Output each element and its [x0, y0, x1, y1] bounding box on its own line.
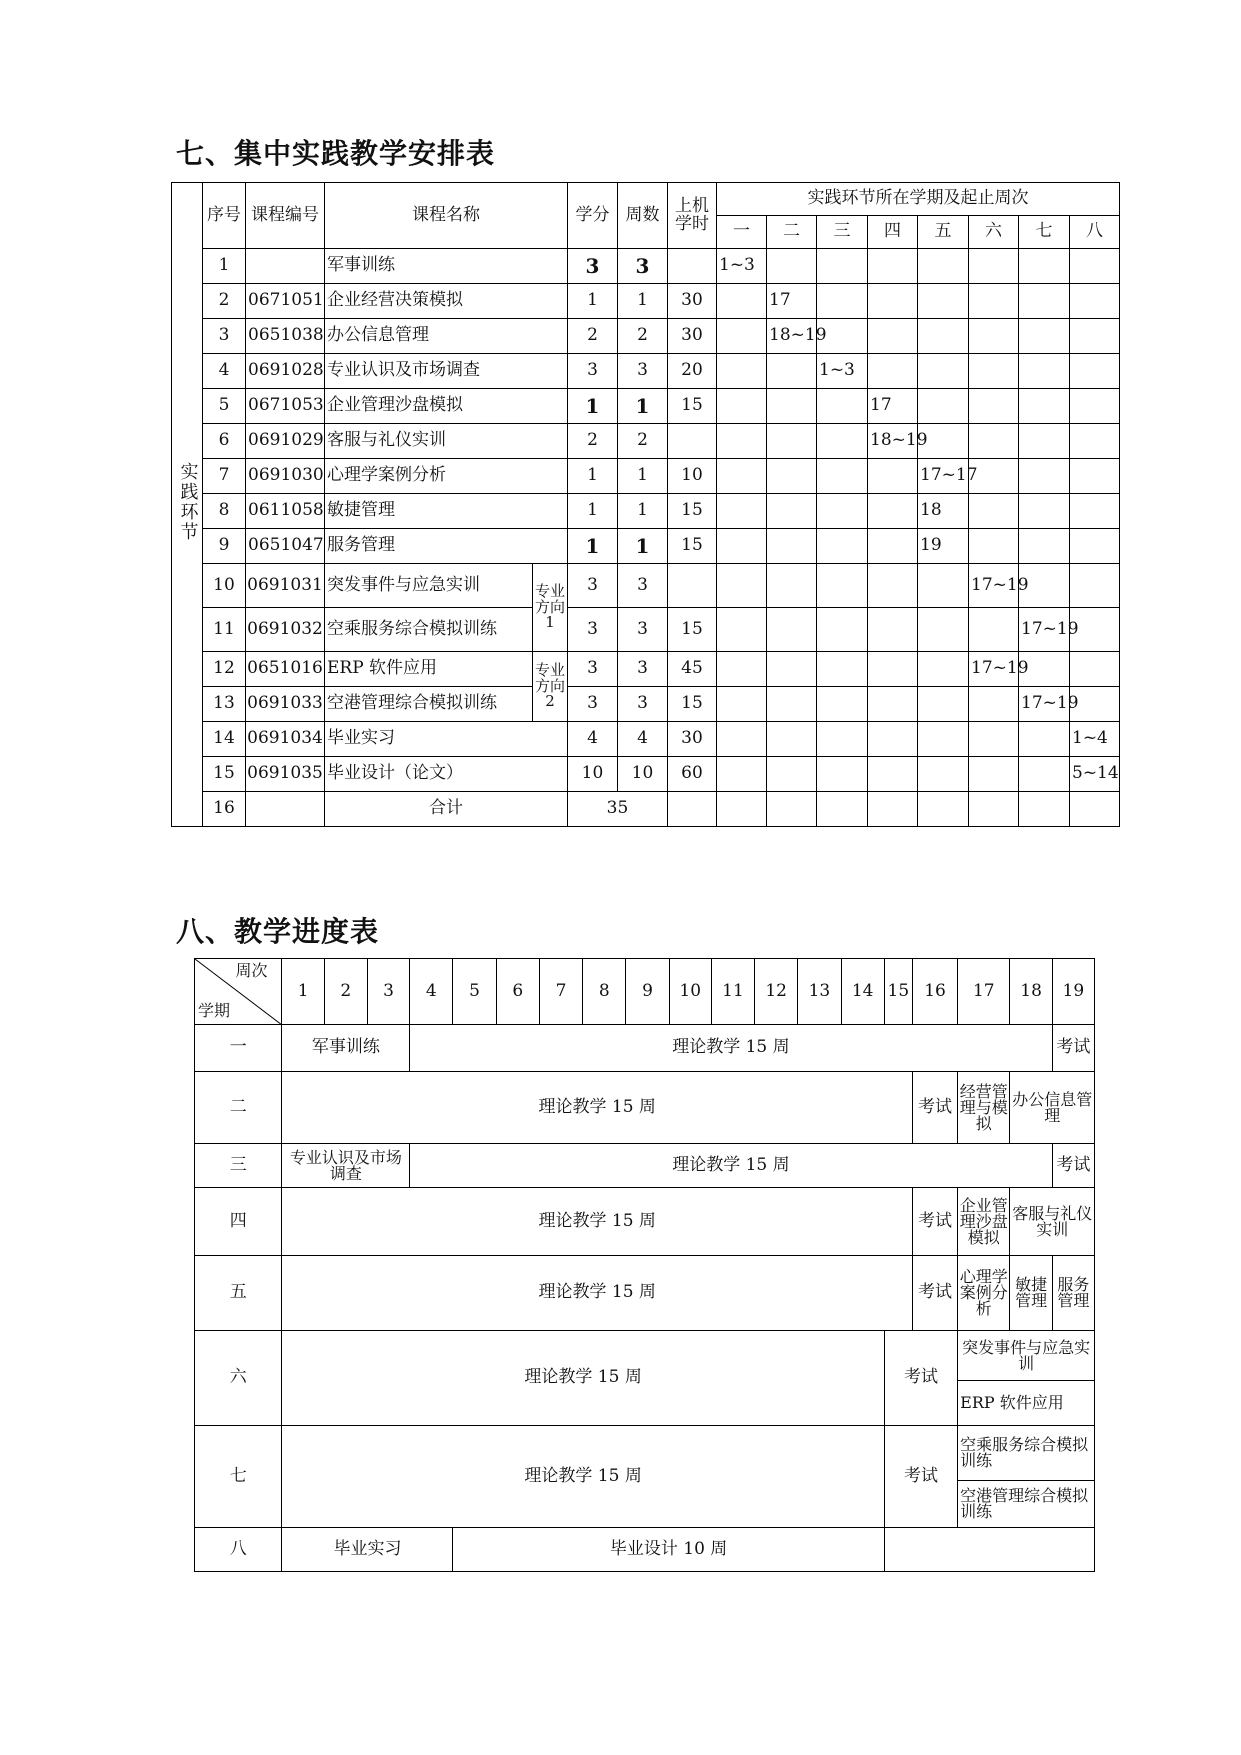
cell-seq: 1: [203, 249, 246, 284]
schedule-block: 理论教学 15 周: [282, 1331, 884, 1426]
cell-credit: 1: [568, 284, 618, 319]
cell-weeks: 3: [618, 687, 668, 722]
schedule-block: 考试: [912, 1188, 957, 1256]
total-row: [172, 792, 1120, 827]
cell-credit: 1: [568, 459, 618, 494]
cell-period: 1~3: [817, 354, 868, 389]
cell-lab: 20: [668, 354, 717, 389]
schedule-block: 空乘服务综合模拟训练: [958, 1426, 1095, 1481]
cell-name: 突发事件与应急实训: [325, 564, 533, 608]
table-row: [172, 389, 1120, 424]
schedule-block: 考试: [912, 1256, 957, 1331]
week-header: 8: [583, 959, 626, 1025]
cell-credit: 3: [568, 687, 618, 722]
cell-name: 专业认识及市场调查: [325, 354, 568, 389]
corner-term-label: 学期: [198, 1001, 231, 1021]
cell-code: 0651047: [246, 529, 325, 564]
cell-name: ERP 软件应用: [325, 652, 533, 687]
header-term: 四: [868, 216, 918, 249]
schedule-row: [195, 1144, 1095, 1188]
cell-period: 17: [868, 389, 918, 424]
table-row: [172, 652, 1120, 687]
cell-name: 心理学案例分析: [325, 459, 568, 494]
corner-week-label: 周次: [235, 961, 268, 980]
schedule-block: 服务管理: [1052, 1256, 1094, 1331]
term-label: 一: [195, 1025, 282, 1072]
cell-period: 17~19: [1019, 608, 1070, 652]
cell-name: 空港管理综合模拟训练: [325, 687, 533, 722]
cell-name: 企业管理沙盘模拟: [325, 389, 568, 424]
schedule-block: 理论教学 15 周: [282, 1426, 884, 1528]
cell-period: 17: [767, 284, 817, 319]
schedule-block: 考试: [912, 1072, 957, 1144]
cell-name: 企业经营决策模拟: [325, 284, 568, 319]
header-term: 一: [717, 216, 767, 249]
schedule-block: 考试: [1052, 1025, 1094, 1072]
cell-period: 17~19: [969, 564, 1019, 608]
cell-credit: 1: [568, 494, 618, 529]
cell-lab: 15: [668, 608, 717, 652]
section-8-title: 八、教学进度表: [176, 915, 380, 948]
schedule-block: 经营管理与模拟: [958, 1072, 1010, 1144]
cell-lab: 30: [668, 319, 717, 354]
cell-name: 毕业实习: [325, 722, 568, 757]
schedule-block: 理论教学 15 周: [282, 1256, 912, 1331]
header-seq: 序号: [203, 183, 246, 249]
table-row: [172, 529, 1120, 564]
term-label: 七: [195, 1426, 282, 1528]
corner-header: [195, 959, 282, 1025]
cell-seq: 10: [203, 564, 246, 608]
cell-lab: [668, 249, 717, 284]
cell-period: 17~19: [969, 652, 1019, 687]
cell-seq: 2: [203, 284, 246, 319]
schedule-block: 理论教学 15 周: [282, 1072, 912, 1144]
cell-weeks: 3: [618, 354, 668, 389]
cell-name: 毕业设计（论文）: [325, 757, 568, 792]
table-row: [172, 319, 1120, 354]
week-header: 15: [884, 959, 912, 1025]
schedule-row: [195, 1256, 1095, 1331]
cell-code: 0651016: [246, 652, 325, 687]
schedule-block: 理论教学 15 周: [410, 1025, 1053, 1072]
cell-seq: 7: [203, 459, 246, 494]
cell-seq: 13: [203, 687, 246, 722]
cell-name: 空乘服务综合模拟训练: [325, 608, 533, 652]
week-header: 10: [669, 959, 711, 1025]
term-label: 四: [195, 1188, 282, 1256]
cell-code: 0611058: [246, 494, 325, 529]
cell-period: 1~4: [1070, 722, 1120, 757]
cell-credit: 3: [568, 608, 618, 652]
week-header: 5: [453, 959, 496, 1025]
cell-seq: 16: [203, 792, 246, 827]
cell-period: 18~19: [767, 319, 817, 354]
cell-code: 0691031: [246, 564, 325, 608]
schedule-row: [195, 1426, 1095, 1481]
header-term: 七: [1019, 216, 1070, 249]
cell-lab: 15: [668, 529, 717, 564]
cell-weeks: 1: [618, 389, 668, 424]
cell-credit: 4: [568, 722, 618, 757]
table-row: [172, 564, 1120, 608]
week-header: 3: [367, 959, 409, 1025]
week-header: 7: [539, 959, 582, 1025]
week-header: 6: [496, 959, 539, 1025]
header-term: 八: [1070, 216, 1120, 249]
schedule-row: [195, 1025, 1095, 1072]
table-row: [172, 249, 1120, 284]
cell-credit: 3: [568, 652, 618, 687]
total-value: 35: [568, 792, 668, 827]
cell-weeks: 3: [618, 249, 668, 284]
cell-weeks: 2: [618, 424, 668, 459]
week-header: 18: [1010, 959, 1052, 1025]
practice-arrangement-table: [171, 182, 1120, 827]
section-7-title: 七、集中实践教学安排表: [176, 137, 496, 170]
cell-weeks: 1: [618, 494, 668, 529]
week-header: 9: [626, 959, 669, 1025]
week-header: 17: [958, 959, 1010, 1025]
cell-period: 5~14: [1070, 757, 1120, 792]
cell-period: 17~19: [1019, 687, 1070, 722]
cell-period: 17~17: [918, 459, 969, 494]
cell-seq: 5: [203, 389, 246, 424]
cell-period: 19: [918, 529, 969, 564]
cell-seq: 14: [203, 722, 246, 757]
schedule-block: 空港管理综合模拟训练: [958, 1481, 1095, 1528]
cell-weeks: 4: [618, 722, 668, 757]
cell-seq: 11: [203, 608, 246, 652]
cell-name: 军事训练: [325, 249, 568, 284]
cell-lab: [668, 424, 717, 459]
cell-credit: 3: [568, 249, 618, 284]
cell-code: 0691029: [246, 424, 325, 459]
cell-period: 18: [918, 494, 969, 529]
term-label: 六: [195, 1331, 282, 1426]
week-header: 13: [798, 959, 841, 1025]
table-row: [172, 354, 1120, 389]
cell-code: 0691034: [246, 722, 325, 757]
header-credit: 学分: [568, 183, 618, 249]
cell-lab: 15: [668, 494, 717, 529]
schedule-block: 理论教学 15 周: [282, 1188, 912, 1256]
cell-lab: 45: [668, 652, 717, 687]
week-header: 4: [410, 959, 453, 1025]
cell-seq: 4: [203, 354, 246, 389]
term-label: 八: [195, 1528, 282, 1572]
cell-lab: 10: [668, 459, 717, 494]
term-label: 三: [195, 1144, 282, 1188]
cell-credit: 3: [568, 564, 618, 608]
cell-name: 办公信息管理: [325, 319, 568, 354]
schedule-block: 客服与礼仪实训: [1010, 1188, 1095, 1256]
schedule-block: 企业管理沙盘模拟: [958, 1188, 1010, 1256]
schedule-block: 理论教学 15 周: [410, 1144, 1053, 1188]
header-lab-hours: 上机学时: [668, 183, 717, 249]
cell-weeks: 1: [618, 529, 668, 564]
schedule-block: 考试: [1052, 1144, 1094, 1188]
cell-seq: 8: [203, 494, 246, 529]
week-header: 11: [711, 959, 754, 1025]
cell-period: 1~3: [717, 249, 767, 284]
cell-credit: 10: [568, 757, 618, 792]
cell-weeks: 3: [618, 608, 668, 652]
schedule-row: [195, 1072, 1095, 1144]
cell-seq: 6: [203, 424, 246, 459]
term-label: 五: [195, 1256, 282, 1331]
term-label: 二: [195, 1072, 282, 1144]
cell-name: 敏捷管理: [325, 494, 568, 529]
header-term: 三: [817, 216, 868, 249]
table-row: [172, 687, 1120, 722]
header-term-period: 实践环节所在学期及起止周次: [717, 183, 1120, 216]
cell-seq: 15: [203, 757, 246, 792]
week-header: 16: [912, 959, 957, 1025]
cell-credit: 1: [568, 529, 618, 564]
schedule-row: [195, 1528, 1095, 1572]
cell-code: 0691030: [246, 459, 325, 494]
cell-weeks: 10: [618, 757, 668, 792]
cell-weeks: 1: [618, 284, 668, 319]
table-row: [172, 722, 1120, 757]
header-term: 二: [767, 216, 817, 249]
schedule-block: 考试: [884, 1331, 957, 1426]
table-row: [172, 494, 1120, 529]
header-code: 课程编号: [246, 183, 325, 249]
schedule-block: 毕业实习: [282, 1528, 453, 1572]
cell-credit: 2: [568, 424, 618, 459]
table-row: [172, 608, 1120, 652]
cell-period: 18~19: [868, 424, 918, 459]
schedule-row: [195, 1331, 1095, 1381]
cell-code: [246, 249, 325, 284]
schedule-block: [884, 1528, 1094, 1572]
schedule-row: [195, 1188, 1095, 1256]
cell-lab: 30: [668, 722, 717, 757]
cell-seq: 12: [203, 652, 246, 687]
week-header: 1: [282, 959, 324, 1025]
schedule-block: 毕业设计 10 周: [453, 1528, 884, 1572]
teaching-schedule-table: [194, 958, 1095, 1572]
cell-code: 0671053: [246, 389, 325, 424]
schedule-block: 军事训练: [282, 1025, 410, 1072]
cell-lab: 15: [668, 687, 717, 722]
cell-seq: 9: [203, 529, 246, 564]
table-row: [172, 757, 1120, 792]
header-weeks: 周数: [618, 183, 668, 249]
cell-code: 0691035: [246, 757, 325, 792]
cell-weeks: 3: [618, 652, 668, 687]
schedule-block: 敏捷管理: [1010, 1256, 1052, 1331]
table-row: [172, 459, 1120, 494]
cell-lab: 60: [668, 757, 717, 792]
cell-credit: 1: [568, 389, 618, 424]
cell-lab: 15: [668, 389, 717, 424]
week-header: 12: [755, 959, 798, 1025]
cell-credit: 2: [568, 319, 618, 354]
week-header: 19: [1052, 959, 1094, 1025]
week-header: 2: [324, 959, 367, 1025]
header-name: 课程名称: [325, 183, 568, 249]
schedule-block: 办公信息管理: [1010, 1072, 1095, 1144]
week-header: 14: [841, 959, 884, 1025]
total-label: 合计: [325, 792, 568, 827]
schedule-block: 突发事件与应急实训: [958, 1331, 1095, 1381]
cell-seq: 3: [203, 319, 246, 354]
cell-code: 0691032: [246, 608, 325, 652]
cell-code: 0651038: [246, 319, 325, 354]
table-row: [172, 424, 1120, 459]
cell-code: 0691033: [246, 687, 325, 722]
cell-weeks: 3: [618, 564, 668, 608]
schedule-block: 专业认识及市场调查: [282, 1144, 410, 1188]
cell-direction: 专业方向1: [533, 564, 568, 652]
cell-code: 0671051: [246, 284, 325, 319]
table-row: [172, 284, 1120, 319]
practice-side-label: 实践环节: [172, 183, 203, 827]
cell-name: 服务管理: [325, 529, 568, 564]
cell-lab: 30: [668, 284, 717, 319]
cell-code: 0691028: [246, 354, 325, 389]
cell-direction: 专业方向2: [533, 652, 568, 722]
cell-lab: [668, 564, 717, 608]
schedule-block: 考试: [884, 1426, 957, 1528]
header-term: 六: [969, 216, 1019, 249]
header-term: 五: [918, 216, 969, 249]
cell-credit: 3: [568, 354, 618, 389]
cell-name: 客服与礼仪实训: [325, 424, 568, 459]
schedule-block: 心理学案例分析: [958, 1256, 1010, 1331]
cell-weeks: 2: [618, 319, 668, 354]
schedule-block: ERP 软件应用: [958, 1381, 1095, 1426]
cell-weeks: 1: [618, 459, 668, 494]
